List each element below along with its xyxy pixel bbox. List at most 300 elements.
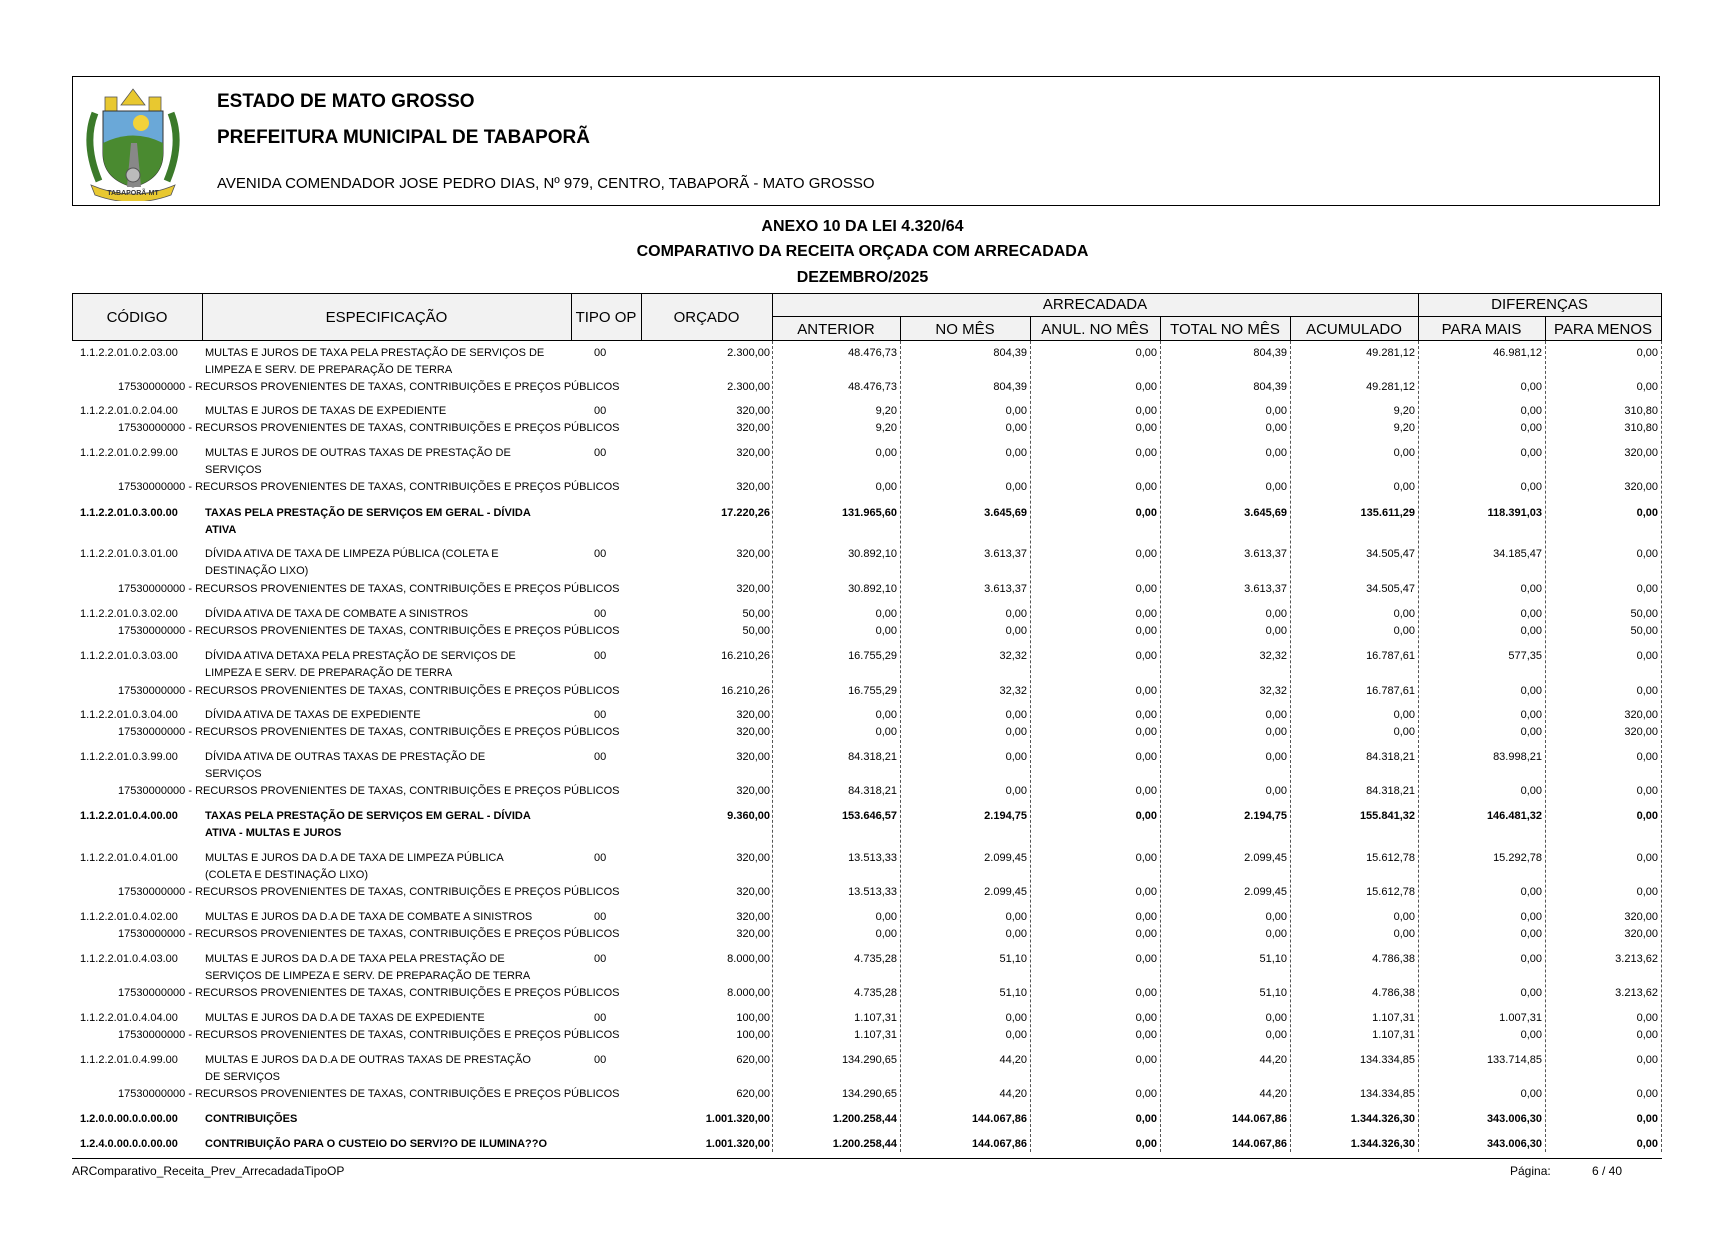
row-specification: DÍVIDA ATIVA DETAXA PELA PRESTAÇÃO DE SERVIÇOS DE [205, 650, 516, 662]
cell-anul-no-mes: 0,00 [1135, 1029, 1157, 1041]
header-divider [772, 316, 1661, 317]
cell-orcado: 320,00 [736, 852, 770, 864]
cell-orcado: 100,00 [736, 1029, 770, 1041]
cell-anterior: 1.200.258,44 [832, 1138, 897, 1150]
cell-anul-no-mes: 0,00 [1135, 911, 1157, 923]
cell-anterior: 134.290,65 [841, 1054, 897, 1066]
cell-anterior: 0,00 [875, 726, 897, 738]
fonte-recurso: 17530000000 - RECURSOS PROVENIENTES DE TAXAS, CONTRIBUIÇÕES E PREÇOS PÚBLICOS [118, 583, 620, 595]
fonte-recurso: 17530000000 - RECURSOS PROVENIENTES DE TAXAS, CONTRIBUIÇÕES E PREÇOS PÚBLICOS [118, 481, 620, 493]
col-header-total-no-mes: TOTAL NO MÊS [1170, 321, 1280, 338]
cell-para-menos: 0,00 [1636, 650, 1658, 662]
cell-para-menos: 0,00 [1636, 1054, 1658, 1066]
cell-para-mais: 118.391,03 [1487, 507, 1542, 519]
cell-orcado: 1.001.320,00 [705, 1113, 770, 1125]
cell-anul-no-mes: 0,00 [1135, 886, 1157, 898]
fonte-recurso: 17530000000 - RECURSOS PROVENIENTES DE TAXAS, CONTRIBUIÇÕES E PREÇOS PÚBLICOS [118, 422, 620, 434]
cell-para-mais: 0,00 [1520, 953, 1542, 965]
cell-anul-no-mes: 0,00 [1135, 583, 1157, 595]
col-header-anul-no-mes: ANUL. NO MÊS [1041, 321, 1149, 338]
row-tipo-op: 00 [594, 405, 607, 417]
cell-orcado: 320,00 [736, 709, 770, 721]
row-tipo-op: 00 [594, 1054, 607, 1066]
row-specification: TAXAS PELA PRESTAÇÃO DE SERVIÇOS EM GERAL - DÍVIDA [205, 810, 531, 822]
row-code: 1.1.2.2.01.0.3.01.00 [80, 548, 178, 560]
cell-para-mais: 0,00 [1520, 405, 1542, 417]
cell-para-menos: 0,00 [1636, 507, 1658, 519]
cell-para-menos: 310,80 [1624, 405, 1658, 417]
cell-no-mes: 0,00 [1005, 726, 1027, 738]
cell-anul-no-mes: 0,00 [1135, 987, 1157, 999]
cell-para-menos: 0,00 [1636, 685, 1658, 697]
cell-no-mes: 0,00 [1005, 481, 1027, 493]
cell-para-menos: 310,80 [1624, 422, 1658, 434]
row-code: 1.1.2.2.01.0.4.01.00 [80, 852, 178, 864]
cell-orcado: 2.300,00 [727, 347, 770, 359]
row-code: 1.1.2.2.01.0.3.99.00 [80, 751, 178, 763]
cell-orcado: 320,00 [736, 751, 770, 763]
fonte-recurso: 17530000000 - RECURSOS PROVENIENTES DE TAXAS, CONTRIBUIÇÕES E PREÇOS PÚBLICOS [118, 381, 620, 393]
cell-para-mais: 0,00 [1520, 911, 1542, 923]
cell-para-menos: 50,00 [1630, 608, 1658, 620]
cell-para-menos: 0,00 [1636, 1113, 1658, 1125]
state-name: ESTADO DE MATO GROSSO [217, 91, 475, 112]
col-header-especificacao: ESPECIFICAÇÃO [325, 309, 448, 326]
row-code: 1.1.2.2.01.0.3.03.00 [80, 650, 178, 662]
cell-anul-no-mes: 0,00 [1135, 1054, 1157, 1066]
cell-anterior: 30.892,10 [848, 583, 897, 595]
row-specification: TAXAS PELA PRESTAÇÃO DE SERVIÇOS EM GERAL - DÍVIDA [205, 507, 531, 519]
cell-total-no-mes: 0,00 [1265, 447, 1287, 459]
cell-para-menos: 320,00 [1624, 928, 1658, 940]
cell-total-no-mes: 0,00 [1265, 608, 1287, 620]
row-specification: ATIVA - MULTAS E JUROS [205, 827, 342, 839]
col-header-orcado: ORÇADO [673, 309, 740, 326]
row-tipo-op: 00 [594, 447, 607, 459]
row-tipo-op: 00 [594, 911, 607, 923]
cell-no-mes: 3.613,37 [984, 548, 1027, 560]
cell-total-no-mes: 3.645,69 [1244, 507, 1287, 519]
row-specification: SERVIÇOS DE LIMPEZA E SERV. DE PREPARAÇÃO DE TERRA [205, 970, 531, 982]
fonte-recurso: 17530000000 - RECURSOS PROVENIENTES DE TAXAS, CONTRIBUIÇÕES E PREÇOS PÚBLICOS [118, 928, 620, 940]
cell-acumulado: 4.786,38 [1372, 987, 1415, 999]
cell-acumulado: 9,20 [1393, 422, 1415, 434]
cell-para-mais: 15.292,78 [1493, 852, 1542, 864]
row-code: 1.1.2.2.01.0.2.04.00 [80, 405, 178, 417]
cell-anterior: 30.892,10 [848, 548, 897, 560]
cell-anul-no-mes: 0,00 [1135, 347, 1157, 359]
col-header-codigo: CÓDIGO [106, 309, 168, 326]
row-specification: LIMPEZA E SERV. DE PREPARAÇÃO DE TERRA [205, 667, 453, 679]
cell-acumulado: 134.334,85 [1359, 1088, 1415, 1100]
row-specification: (COLETA E DESTINAÇÃO LIXO) [205, 869, 368, 881]
cell-orcado: 320,00 [736, 405, 770, 417]
row-code: 1.1.2.2.01.0.3.00.00 [80, 507, 178, 519]
cell-para-mais: 0,00 [1520, 481, 1542, 493]
cell-para-mais: 34.185,47 [1493, 548, 1542, 560]
cell-acumulado: 49.281,12 [1366, 381, 1415, 393]
cell-acumulado: 1.344.326,30 [1350, 1113, 1415, 1125]
row-code: 1.1.2.2.01.0.4.99.00 [80, 1054, 178, 1066]
cell-total-no-mes: 0,00 [1265, 726, 1287, 738]
cell-para-menos: 320,00 [1624, 447, 1658, 459]
cell-para-mais: 0,00 [1520, 1029, 1542, 1041]
fonte-recurso: 17530000000 - RECURSOS PROVENIENTES DE TAXAS, CONTRIBUIÇÕES E PREÇOS PÚBLICOS [118, 625, 620, 637]
cell-orcado: 320,00 [736, 726, 770, 738]
cell-total-no-mes: 0,00 [1265, 625, 1287, 637]
column-separator [772, 341, 773, 1152]
cell-para-mais: 0,00 [1520, 583, 1542, 595]
cell-anul-no-mes: 0,00 [1135, 405, 1157, 417]
cell-anul-no-mes: 0,00 [1135, 422, 1157, 434]
cell-total-no-mes: 0,00 [1265, 911, 1287, 923]
cell-anterior: 13.513,33 [848, 852, 897, 864]
row-code: 1.1.2.2.01.0.2.99.00 [80, 447, 178, 459]
cell-anul-no-mes: 0,00 [1135, 650, 1157, 662]
cell-no-mes: 3.645,69 [984, 507, 1027, 519]
cell-no-mes: 804,39 [993, 381, 1027, 393]
cell-acumulado: 1.107,31 [1372, 1012, 1415, 1024]
cell-acumulado: 0,00 [1393, 928, 1415, 940]
cell-anul-no-mes: 0,00 [1135, 625, 1157, 637]
cell-no-mes: 2.194,75 [984, 810, 1027, 822]
column-separator [1661, 341, 1662, 1152]
cell-anul-no-mes: 0,00 [1135, 447, 1157, 459]
row-specification: CONTRIBUIÇÕES [205, 1113, 298, 1125]
cell-para-mais: 0,00 [1520, 987, 1542, 999]
cell-anterior: 84.318,21 [848, 785, 897, 797]
cell-orcado: 16.210,26 [721, 685, 770, 697]
cell-anterior: 16.755,29 [848, 650, 897, 662]
cell-anul-no-mes: 0,00 [1135, 507, 1157, 519]
cell-para-menos: 0,00 [1636, 1012, 1658, 1024]
cell-acumulado: 16.787,61 [1366, 685, 1415, 697]
report-title-annex: ANEXO 10 DA LEI 4.320/64 [761, 218, 964, 235]
row-code: 1.1.2.2.01.0.4.03.00 [80, 953, 178, 965]
column-separator [1160, 341, 1161, 1152]
row-specification: MULTAS E JUROS DA D.A DE TAXA DE LIMPEZA PÚBLICA [205, 852, 504, 864]
cell-orcado: 620,00 [736, 1088, 770, 1100]
report-header [72, 76, 1660, 206]
cell-orcado: 16.210,26 [721, 650, 770, 662]
cell-no-mes: 2.099,45 [984, 886, 1027, 898]
row-specification: SERVIÇOS [205, 464, 262, 476]
cell-acumulado: 15.612,78 [1366, 852, 1415, 864]
cell-para-mais: 0,00 [1520, 709, 1542, 721]
col-header-no-mes: NO MÊS [935, 321, 995, 338]
row-specification: MULTAS E JUROS DE TAXA PELA PRESTAÇÃO DE SERVIÇOS DE [205, 347, 545, 359]
cell-anul-no-mes: 0,00 [1135, 1012, 1157, 1024]
cell-para-menos: 3.213,62 [1615, 953, 1658, 965]
cell-total-no-mes: 0,00 [1265, 709, 1287, 721]
cell-acumulado: 49.281,12 [1366, 347, 1415, 359]
cell-no-mes: 44,20 [999, 1054, 1027, 1066]
cell-total-no-mes: 44,20 [1259, 1054, 1287, 1066]
row-tipo-op: 00 [594, 347, 607, 359]
cell-acumulado: 34.505,47 [1366, 583, 1415, 595]
cell-total-no-mes: 51,10 [1259, 987, 1287, 999]
cell-acumulado: 84.318,21 [1366, 785, 1415, 797]
cell-no-mes: 2.099,45 [984, 852, 1027, 864]
cell-no-mes: 0,00 [1005, 1012, 1027, 1024]
cell-total-no-mes: 0,00 [1265, 751, 1287, 763]
page-label: Página: [1510, 1164, 1551, 1178]
cell-para-menos: 0,00 [1636, 785, 1658, 797]
cell-para-menos: 0,00 [1636, 852, 1658, 864]
cell-anul-no-mes: 0,00 [1135, 709, 1157, 721]
cell-orcado: 100,00 [736, 1012, 770, 1024]
cell-para-mais: 83.998,21 [1493, 751, 1542, 763]
row-specification: MULTAS E JUROS DE TAXAS DE EXPEDIENTE [205, 405, 447, 417]
cell-anul-no-mes: 0,00 [1135, 810, 1157, 822]
cell-para-menos: 0,00 [1636, 583, 1658, 595]
cell-anterior: 9,20 [875, 405, 897, 417]
cell-no-mes: 0,00 [1005, 785, 1027, 797]
column-separator [1418, 341, 1419, 1152]
cell-total-no-mes: 804,39 [1253, 381, 1287, 393]
row-specification: DÍVIDA ATIVA DE TAXA DE LIMPEZA PÚBLICA (COLETA E [205, 548, 499, 560]
cell-anterior: 0,00 [875, 928, 897, 940]
cell-total-no-mes: 0,00 [1265, 785, 1287, 797]
row-specification: MULTAS E JUROS DA D.A DE TAXAS DE EXPEDIENTE [205, 1012, 485, 1024]
cell-total-no-mes: 804,39 [1253, 347, 1287, 359]
cell-anterior: 13.513,33 [848, 886, 897, 898]
cell-acumulado: 4.786,38 [1372, 953, 1415, 965]
cell-orcado: 50,00 [742, 608, 770, 620]
cell-total-no-mes: 51,10 [1259, 953, 1287, 965]
cell-anterior: 1.107,31 [854, 1029, 897, 1041]
cell-no-mes: 44,20 [999, 1088, 1027, 1100]
cell-anterior: 134.290,65 [841, 1088, 897, 1100]
cell-acumulado: 0,00 [1393, 911, 1415, 923]
cell-orcado: 320,00 [736, 928, 770, 940]
cell-acumulado: 0,00 [1393, 608, 1415, 620]
cell-orcado: 320,00 [736, 583, 770, 595]
fonte-recurso: 17530000000 - RECURSOS PROVENIENTES DE TAXAS, CONTRIBUIÇÕES E PREÇOS PÚBLICOS [118, 987, 620, 999]
cell-acumulado: 16.787,61 [1366, 650, 1415, 662]
cell-anterior: 16.755,29 [848, 685, 897, 697]
cell-orcado: 17.220,26 [721, 507, 770, 519]
row-tipo-op: 00 [594, 751, 607, 763]
row-tipo-op: 00 [594, 852, 607, 864]
col-header-anterior: ANTERIOR [797, 321, 875, 338]
cell-no-mes: 0,00 [1005, 447, 1027, 459]
cell-anterior: 9,20 [875, 422, 897, 434]
fonte-recurso: 17530000000 - RECURSOS PROVENIENTES DE TAXAS, CONTRIBUIÇÕES E PREÇOS PÚBLICOS [118, 685, 620, 697]
cell-total-no-mes: 0,00 [1265, 422, 1287, 434]
row-tipo-op: 00 [594, 1012, 607, 1024]
cell-orcado: 1.001.320,00 [705, 1138, 770, 1150]
cell-orcado: 320,00 [736, 548, 770, 560]
col-header-arrecadada: ARRECADADA [1042, 296, 1148, 313]
cell-acumulado: 84.318,21 [1366, 751, 1415, 763]
row-specification: DÍVIDA ATIVA DE TAXA DE COMBATE A SINISTROS [205, 608, 469, 620]
cell-no-mes: 3.613,37 [984, 583, 1027, 595]
municipal-coat-of-arms-logo [81, 83, 185, 201]
column-separator [1545, 341, 1546, 1152]
row-specification: MULTAS E JUROS DA D.A DE TAXA DE COMBATE A SINISTROS [205, 911, 533, 923]
cell-no-mes: 32,32 [999, 650, 1027, 662]
cell-para-menos: 320,00 [1624, 481, 1658, 493]
col-header-para-mais: PARA MAIS [1441, 321, 1522, 338]
row-tipo-op: 00 [594, 608, 607, 620]
prefecture-name: PREFEITURA MUNICIPAL DE TABAPORÃ [217, 127, 590, 148]
cell-para-menos: 0,00 [1636, 347, 1658, 359]
cell-para-mais: 343.006,30 [1486, 1113, 1542, 1125]
cell-anul-no-mes: 0,00 [1135, 785, 1157, 797]
cell-acumulado: 0,00 [1393, 625, 1415, 637]
cell-para-mais: 0,00 [1520, 1088, 1542, 1100]
cell-acumulado: 15.612,78 [1366, 886, 1415, 898]
row-specification: DÍVIDA ATIVA DE OUTRAS TAXAS DE PRESTAÇÃO DE [205, 751, 486, 763]
cell-para-mais: 0,00 [1520, 381, 1542, 393]
cell-anterior: 1.107,31 [854, 1012, 897, 1024]
report-title-period: DEZEMBRO/2025 [796, 269, 929, 286]
cell-para-menos: 320,00 [1624, 709, 1658, 721]
row-specification: DE SERVIÇOS [205, 1071, 280, 1083]
cell-para-menos: 0,00 [1636, 751, 1658, 763]
fonte-recurso: 17530000000 - RECURSOS PROVENIENTES DE TAXAS, CONTRIBUIÇÕES E PREÇOS PÚBLICOS [118, 785, 620, 797]
cell-anul-no-mes: 0,00 [1135, 608, 1157, 620]
row-tipo-op: 00 [594, 548, 607, 560]
cell-para-mais: 343.006,30 [1486, 1138, 1542, 1150]
cell-anul-no-mes: 0,00 [1135, 751, 1157, 763]
cell-no-mes: 51,10 [999, 987, 1027, 999]
cell-anul-no-mes: 0,00 [1135, 953, 1157, 965]
cell-acumulado: 0,00 [1393, 481, 1415, 493]
cell-para-menos: 0,00 [1636, 381, 1658, 393]
cell-para-mais: 1.007,31 [1499, 1012, 1542, 1024]
row-specification: DESTINAÇÃO LIXO) [205, 565, 309, 577]
cell-no-mes: 0,00 [1005, 928, 1027, 940]
cell-para-mais: 0,00 [1520, 785, 1542, 797]
cell-orcado: 320,00 [736, 886, 770, 898]
footer-rule [72, 1158, 1662, 1159]
cell-acumulado: 0,00 [1393, 709, 1415, 721]
cell-para-mais: 133.714,85 [1486, 1054, 1542, 1066]
cell-anul-no-mes: 0,00 [1135, 685, 1157, 697]
cell-anterior: 0,00 [875, 709, 897, 721]
row-tipo-op: 00 [594, 953, 607, 965]
cell-anul-no-mes: 0,00 [1135, 1088, 1157, 1100]
cell-anterior: 0,00 [875, 447, 897, 459]
cell-total-no-mes: 44,20 [1259, 1088, 1287, 1100]
cell-anul-no-mes: 0,00 [1135, 481, 1157, 493]
cell-orcado: 320,00 [736, 422, 770, 434]
cell-anterior: 1.200.258,44 [832, 1113, 897, 1125]
cell-para-mais: 0,00 [1520, 422, 1542, 434]
cell-no-mes: 144.067,86 [971, 1113, 1027, 1125]
row-code: 1.1.2.2.01.0.3.02.00 [80, 608, 178, 620]
cell-anterior: 153.646,57 [841, 810, 897, 822]
cell-anterior: 0,00 [875, 625, 897, 637]
cell-total-no-mes: 3.613,37 [1244, 583, 1287, 595]
cell-orcado: 50,00 [742, 625, 770, 637]
fonte-recurso: 17530000000 - RECURSOS PROVENIENTES DE TAXAS, CONTRIBUIÇÕES E PREÇOS PÚBLICOS [118, 1029, 620, 1041]
fonte-recurso: 17530000000 - RECURSOS PROVENIENTES DE TAXAS, CONTRIBUIÇÕES E PREÇOS PÚBLICOS [118, 726, 620, 738]
report-title-comparison: COMPARATIVO DA RECEITA ORÇADA COM ARRECADADA [636, 243, 1089, 260]
cell-anul-no-mes: 0,00 [1135, 726, 1157, 738]
cell-no-mes: 0,00 [1005, 1029, 1027, 1041]
cell-anul-no-mes: 0,00 [1135, 1113, 1157, 1125]
cell-anterior: 0,00 [875, 481, 897, 493]
cell-orcado: 9.360,00 [727, 810, 770, 822]
column-separator [900, 341, 901, 1152]
row-code: 1.1.2.2.01.0.3.04.00 [80, 709, 178, 721]
cell-no-mes: 0,00 [1005, 608, 1027, 620]
cell-para-menos: 0,00 [1636, 1088, 1658, 1100]
cell-anul-no-mes: 0,00 [1135, 852, 1157, 864]
cell-para-menos: 50,00 [1630, 625, 1658, 637]
cell-para-mais: 0,00 [1520, 928, 1542, 940]
cell-orcado: 320,00 [736, 785, 770, 797]
cell-para-mais: 0,00 [1520, 447, 1542, 459]
cell-para-menos: 0,00 [1636, 810, 1658, 822]
row-specification: MULTAS E JUROS DE OUTRAS TAXAS DE PRESTAÇÃO DE [205, 447, 511, 459]
cell-acumulado: 155.841,32 [1359, 810, 1415, 822]
cell-para-menos: 3.213,62 [1615, 987, 1658, 999]
cell-para-menos: 0,00 [1636, 886, 1658, 898]
cell-acumulado: 1.107,31 [1372, 1029, 1415, 1041]
cell-acumulado: 0,00 [1393, 726, 1415, 738]
cell-total-no-mes: 0,00 [1265, 481, 1287, 493]
cell-no-mes: 0,00 [1005, 709, 1027, 721]
row-code: 1.1.2.2.01.0.2.03.00 [80, 347, 178, 359]
cell-acumulado: 9,20 [1393, 405, 1415, 417]
cell-para-mais: 0,00 [1520, 685, 1542, 697]
row-code: 1.1.2.2.01.0.4.02.00 [80, 911, 178, 923]
cell-total-no-mes: 32,32 [1259, 685, 1287, 697]
report-file-name: ARComparativo_Receita_Prev_ArrecadadaTipoOP [72, 1164, 345, 1178]
cell-no-mes: 0,00 [1005, 422, 1027, 434]
cell-no-mes: 0,00 [1005, 911, 1027, 923]
cell-acumulado: 134.334,85 [1359, 1054, 1415, 1066]
cell-total-no-mes: 2.194,75 [1244, 810, 1287, 822]
cell-total-no-mes: 2.099,45 [1244, 852, 1287, 864]
cell-para-mais: 0,00 [1520, 726, 1542, 738]
col-header-diferencas: DIFERENÇAS [1491, 296, 1588, 313]
cell-orcado: 8.000,00 [727, 987, 770, 999]
cell-anul-no-mes: 0,00 [1135, 928, 1157, 940]
column-separator [1030, 341, 1031, 1152]
cell-no-mes: 0,00 [1005, 625, 1027, 637]
cell-para-mais: 0,00 [1520, 625, 1542, 637]
cell-orcado: 2.300,00 [727, 381, 770, 393]
row-specification: SERVIÇOS [205, 768, 262, 780]
cell-no-mes: 0,00 [1005, 405, 1027, 417]
cell-para-menos: 320,00 [1624, 911, 1658, 923]
cell-anterior: 48.476,73 [848, 381, 897, 393]
cell-acumulado: 34.505,47 [1366, 548, 1415, 560]
row-specification: LIMPEZA E SERV. DE PREPARAÇÃO DE TERRA [205, 364, 453, 376]
cell-orcado: 620,00 [736, 1054, 770, 1066]
cell-no-mes: 804,39 [993, 347, 1027, 359]
svg-text:TABAPORÃ-MT: TABAPORÃ-MT [107, 190, 159, 197]
column-separator [1290, 341, 1291, 1152]
cell-acumulado: 0,00 [1393, 447, 1415, 459]
cell-total-no-mes: 0,00 [1265, 1012, 1287, 1024]
col-header-tipo-op: TIPO OP [575, 309, 637, 326]
cell-total-no-mes: 0,00 [1265, 405, 1287, 417]
cell-total-no-mes: 2.099,45 [1244, 886, 1287, 898]
row-code: 1.2.4.0.00.0.0.00.00 [80, 1138, 178, 1150]
cell-total-no-mes: 144.067,86 [1231, 1113, 1287, 1125]
row-specification: MULTAS E JUROS DA D.A DE TAXA PELA PRESTAÇÃO DE [205, 953, 505, 965]
col-header-para-menos: PARA MENOS [1553, 321, 1653, 338]
cell-total-no-mes: 3.613,37 [1244, 548, 1287, 560]
cell-acumulado: 1.344.326,30 [1350, 1138, 1415, 1150]
cell-no-mes: 51,10 [999, 953, 1027, 965]
